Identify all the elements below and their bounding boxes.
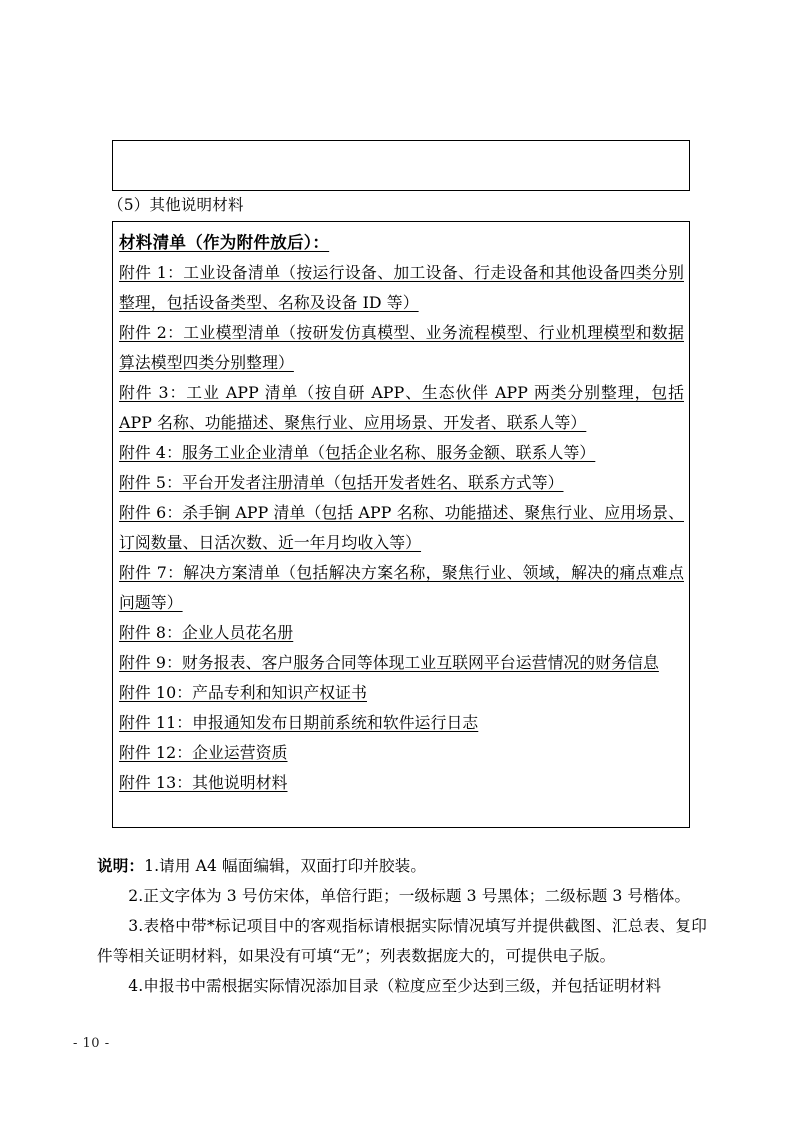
materials-list-heading: 材料清单（作为附件放后）： [119, 233, 330, 252]
note-line-2 [97, 881, 707, 911]
list-item: 附件 3：工业 APP 清单（按自研 APP、生态伙伴 APP 两类分别整理，包括 APP 名称、功能描述、聚焦行业、应用场景、开发者、联系人等） [119, 383, 684, 432]
note-line-4 [97, 971, 707, 1001]
list-item: 附件 7：解决方案清单（包括解决方案名称，聚焦行业、领域，解决的痛点难点问题等） [119, 563, 684, 612]
list-item: 附件 9：财务报表、客户服务合同等体现工业互联网平台运营情况的财务信息 [119, 653, 659, 672]
list-item: 附件 10：产品专利和知识产权证书 [119, 683, 367, 702]
note-text-4: 4.申报书中需根据实际情况添加目录（粒度应至少达到三级，并包括证明材料 [128, 977, 662, 995]
empty-continuation-box [112, 140, 690, 191]
notes-label: 说明： [97, 856, 145, 875]
materials-list-box [112, 221, 690, 828]
attachment-list [119, 258, 684, 798]
note-text-3: 3.表格中带*标记项目中的客观指标请根据实际情况填写并提供截图、汇总表、复印件等相关证明材料，如果没有可填“无”；列表数据庞大的，可提供电子版。 [97, 917, 707, 965]
list-item: 附件 12：企业运营资质 [119, 743, 288, 762]
list-item: 附件 11：申报通知发布日期前系统和软件运行日志 [119, 713, 479, 732]
note-line-1 [97, 851, 707, 881]
notes-block [97, 851, 707, 1001]
note-line-3 [97, 911, 707, 971]
list-item: 附件 13：其他说明材料 [119, 773, 288, 792]
list-item: 附件 4：服务工业企业清单（包括企业名称、服务金额、联系人等） [119, 443, 596, 462]
list-item: 附件 6：杀手锏 APP 清单（包括 APP 名称、功能描述、聚焦行业、应用场景、订阅数量、日活次数、近一年月均收入等） [119, 503, 684, 552]
note-text-1: 1.请用 A4 幅面编辑，双面打印并胶装。 [144, 857, 427, 875]
list-item: 附件 8：企业人员花名册 [119, 623, 294, 642]
page-number: - 10 - [73, 1036, 110, 1051]
section-caption: （5）其他说明材料 [108, 196, 244, 214]
list-item: 附件 5：平台开发者注册清单（包括开发者姓名、联系方式等） [119, 473, 564, 492]
list-item: 附件 1：工业设备清单（按运行设备、加工设备、行走设备和其他设备四类分别整理，包括设备类型、名称及设备 ID 等） [119, 263, 684, 312]
note-text-2: 2.正文字体为 3 号仿宋体，单倍行距；一级标题 3 号黑体；二级标题 3 号楷体。 [128, 887, 691, 905]
list-item: 附件 2：工业模型清单（按研发仿真模型、业务流程模型、行业机理模型和数据算法模型四类分别整理） [119, 323, 684, 372]
